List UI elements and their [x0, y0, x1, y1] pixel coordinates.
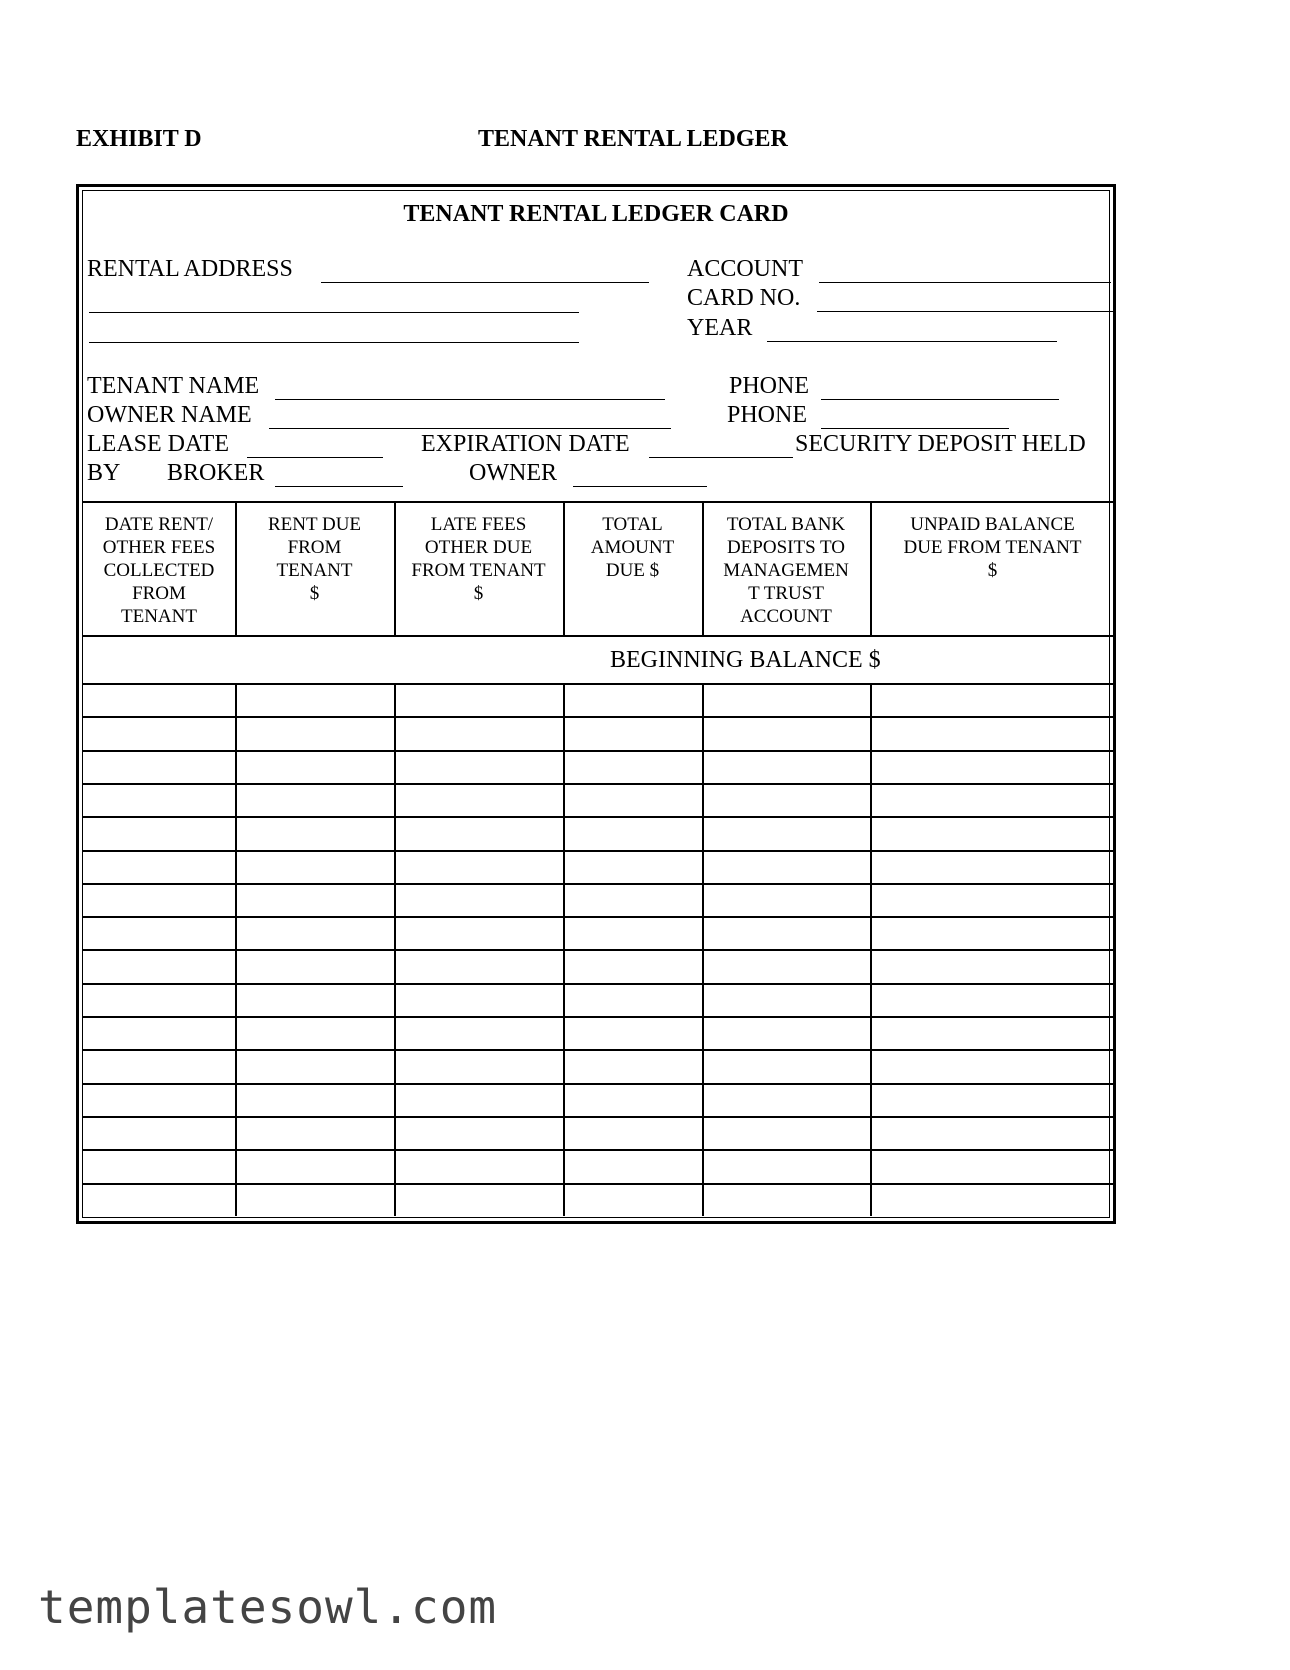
ledger-cell[interactable]	[565, 685, 700, 714]
ledger-cell[interactable]	[396, 718, 561, 747]
ledger-cell[interactable]	[872, 1185, 1113, 1214]
ledger-cell[interactable]	[85, 1118, 233, 1147]
ledger-cell[interactable]	[872, 785, 1113, 814]
ledger-cell[interactable]	[565, 852, 700, 881]
ledger-cell[interactable]	[704, 785, 868, 814]
ledger-cell[interactable]	[237, 685, 392, 714]
ledger-card	[76, 184, 1116, 1224]
header-bottom-rule	[83, 635, 1115, 637]
ledger-cell[interactable]	[396, 951, 561, 980]
phone-label-1: PHONE	[729, 373, 810, 399]
beginning-balance-label: BEGINNING BALANCE $	[610, 647, 881, 673]
ledger-cell[interactable]	[85, 985, 233, 1014]
ledger-cell[interactable]	[237, 885, 392, 914]
ledger-cell[interactable]	[237, 1185, 392, 1214]
card-title: TENANT RENTAL LEDGER CARD	[403, 201, 789, 227]
ledger-cell[interactable]	[85, 951, 233, 980]
ledger-cell[interactable]	[396, 985, 561, 1014]
ledger-cell[interactable]	[565, 1051, 700, 1080]
ledger-cell[interactable]	[565, 1118, 700, 1147]
ledger-cell[interactable]	[565, 918, 700, 947]
column-header-line: $	[309, 583, 320, 604]
ledger-cell[interactable]	[237, 718, 392, 747]
ledger-cell[interactable]	[872, 752, 1113, 781]
lease-date-label: LEASE DATE	[87, 431, 229, 457]
ledger-cell[interactable]	[872, 852, 1113, 881]
ledger-cell[interactable]	[237, 951, 392, 980]
ledger-card-inner	[82, 190, 1110, 1218]
column-header-line: AMOUNT	[590, 537, 675, 558]
column-header-line: $	[987, 560, 998, 581]
ledger-cell[interactable]	[237, 1018, 392, 1047]
ledger-cell[interactable]	[565, 752, 700, 781]
ledger-cell[interactable]	[85, 1185, 233, 1214]
ledger-cell[interactable]	[85, 1085, 233, 1114]
column-header-line: FROM	[287, 537, 342, 558]
ledger-cell[interactable]	[396, 1085, 561, 1114]
ledger-cell[interactable]	[85, 752, 233, 781]
watermark: templatesowl.com	[38, 1580, 498, 1634]
ledger-cell[interactable]	[85, 718, 233, 747]
ledger-cell[interactable]	[85, 1151, 233, 1180]
ledger-cell[interactable]	[85, 852, 233, 881]
ledger-cell[interactable]	[872, 1051, 1113, 1080]
ledger-cell[interactable]	[872, 1118, 1113, 1147]
ledger-cell[interactable]	[85, 1018, 233, 1047]
column-header-line: DUE $	[605, 560, 660, 581]
tenant-name-label: TENANT NAME	[87, 373, 260, 399]
ledger-cell[interactable]	[704, 1185, 868, 1214]
ledger-cell[interactable]	[872, 685, 1113, 714]
ledger-cell[interactable]	[872, 818, 1113, 847]
ledger-cell[interactable]	[872, 1085, 1113, 1114]
column-header	[83, 513, 235, 628]
ledger-cell[interactable]	[85, 685, 233, 714]
ledger-cell[interactable]	[396, 852, 561, 881]
ledger-cell[interactable]	[565, 818, 700, 847]
rental-address-label: RENTAL ADDRESS	[87, 256, 293, 282]
ledger-cell[interactable]	[237, 852, 392, 881]
column-header-line: TENANT	[121, 606, 197, 627]
ledger-cell[interactable]	[704, 685, 868, 714]
by-label: BY	[87, 460, 121, 486]
column-header-line: FROM TENANT	[411, 560, 546, 581]
ledger-cell[interactable]	[565, 985, 700, 1014]
ledger-cell[interactable]	[237, 1151, 392, 1180]
ledger-cell[interactable]	[565, 1018, 700, 1047]
ledger-cell[interactable]	[396, 1151, 561, 1180]
ledger-cell[interactable]	[565, 951, 700, 980]
ledger-cell[interactable]	[85, 885, 233, 914]
column-header-line: RENT DUE	[267, 514, 362, 535]
column-header	[870, 513, 1115, 582]
ledger-cell[interactable]	[704, 752, 868, 781]
ledger-cell[interactable]	[85, 918, 233, 947]
ledger-cell[interactable]	[237, 1051, 392, 1080]
ledger-cell[interactable]	[85, 818, 233, 847]
column-header-line: TOTAL BANK	[726, 514, 846, 535]
ledger-cell[interactable]	[872, 918, 1113, 947]
ledger-cell[interactable]	[872, 1018, 1113, 1047]
ledger-cell[interactable]	[565, 885, 700, 914]
column-header	[563, 513, 702, 582]
column-header-line: TENANT	[276, 560, 353, 581]
ledger-cell[interactable]	[85, 785, 233, 814]
column-header-line: OTHER DUE	[424, 537, 533, 558]
security-deposit-label: SECURITY DEPOSIT HELD	[795, 431, 1086, 457]
ledger-cell[interactable]	[704, 1151, 868, 1180]
ledger-cell[interactable]	[396, 818, 561, 847]
column-header-line: COLLECTED	[103, 560, 215, 581]
ledger-cell[interactable]	[704, 885, 868, 914]
column-header-line: MANAGEMEN	[723, 560, 849, 581]
ledger-cell[interactable]	[704, 951, 868, 980]
ledger-cell[interactable]	[565, 1185, 700, 1214]
ledger-cell[interactable]	[565, 718, 700, 747]
column-header-line: DATE RENT/	[104, 514, 214, 535]
ledger-cell[interactable]	[396, 1118, 561, 1147]
column-header-line: T TRUST	[748, 583, 824, 604]
ledger-cell[interactable]	[237, 785, 392, 814]
card-no-label: CARD NO.	[687, 285, 801, 311]
ledger-table	[83, 191, 1109, 1217]
ledger-cell[interactable]	[565, 1085, 700, 1114]
ledger-cell[interactable]	[396, 1185, 561, 1214]
ledger-cell[interactable]	[237, 918, 392, 947]
column-header-line: $	[473, 583, 484, 604]
ledger-cell[interactable]	[704, 1085, 868, 1114]
ledger-cell[interactable]	[704, 818, 868, 847]
page-title: TENANT RENTAL LEDGER	[478, 126, 788, 152]
ledger-cell[interactable]	[565, 785, 700, 814]
year-label: YEAR	[687, 315, 753, 341]
ledger-cell[interactable]	[704, 1051, 868, 1080]
ledger-cell[interactable]	[704, 718, 868, 747]
ledger-cell[interactable]	[396, 752, 561, 781]
account-label: ACCOUNT	[687, 256, 804, 282]
ledger-cell[interactable]	[704, 852, 868, 881]
ledger-cell[interactable]	[237, 752, 392, 781]
ledger-cell[interactable]	[396, 685, 561, 714]
ledger-cell[interactable]	[237, 1085, 392, 1114]
column-header-line: ACCOUNT	[740, 606, 832, 627]
column-header-line: FROM	[132, 583, 186, 604]
expiration-date-label: EXPIRATION DATE	[421, 431, 630, 457]
ledger-cell[interactable]	[396, 1018, 561, 1047]
exhibit-label: EXHIBIT D	[76, 126, 202, 152]
column-header-line: DEPOSITS TO	[726, 537, 846, 558]
column-header-line: UNPAID BALANCE	[910, 514, 1075, 535]
broker-label: BROKER	[167, 460, 265, 486]
ledger-cell[interactable]	[872, 718, 1113, 747]
ledger-cell[interactable]	[872, 885, 1113, 914]
column-header-line: TOTAL	[602, 514, 663, 535]
ledger-cell[interactable]	[704, 1118, 868, 1147]
ledger-cell[interactable]	[237, 985, 392, 1014]
table-top-rule	[83, 501, 1115, 503]
ledger-cell[interactable]	[872, 1151, 1113, 1180]
ledger-cell[interactable]	[237, 818, 392, 847]
ledger-cell[interactable]	[237, 1118, 392, 1147]
owner-name-label: OWNER NAME	[87, 402, 252, 428]
column-header	[394, 513, 563, 605]
column-header-line: DUE FROM TENANT	[903, 537, 1082, 558]
ledger-cell[interactable]	[396, 785, 561, 814]
column-header-line: LATE FEES	[430, 514, 527, 535]
column-header	[702, 513, 870, 628]
ledger-cell[interactable]	[396, 885, 561, 914]
ledger-cell[interactable]	[396, 1051, 561, 1080]
phone-label-2: PHONE	[727, 402, 808, 428]
ledger-cell[interactable]	[85, 1051, 233, 1080]
ledger-cell[interactable]	[396, 918, 561, 947]
owner-label: OWNER	[469, 460, 557, 486]
ledger-cell[interactable]	[704, 985, 868, 1014]
column-header	[235, 513, 394, 605]
ledger-cell[interactable]	[872, 951, 1113, 980]
ledger-cell[interactable]	[565, 1151, 700, 1180]
ledger-cell[interactable]	[704, 1018, 868, 1047]
column-header-line: OTHER FEES	[102, 537, 216, 558]
ledger-cell[interactable]	[704, 918, 868, 947]
ledger-cell[interactable]	[872, 985, 1113, 1014]
